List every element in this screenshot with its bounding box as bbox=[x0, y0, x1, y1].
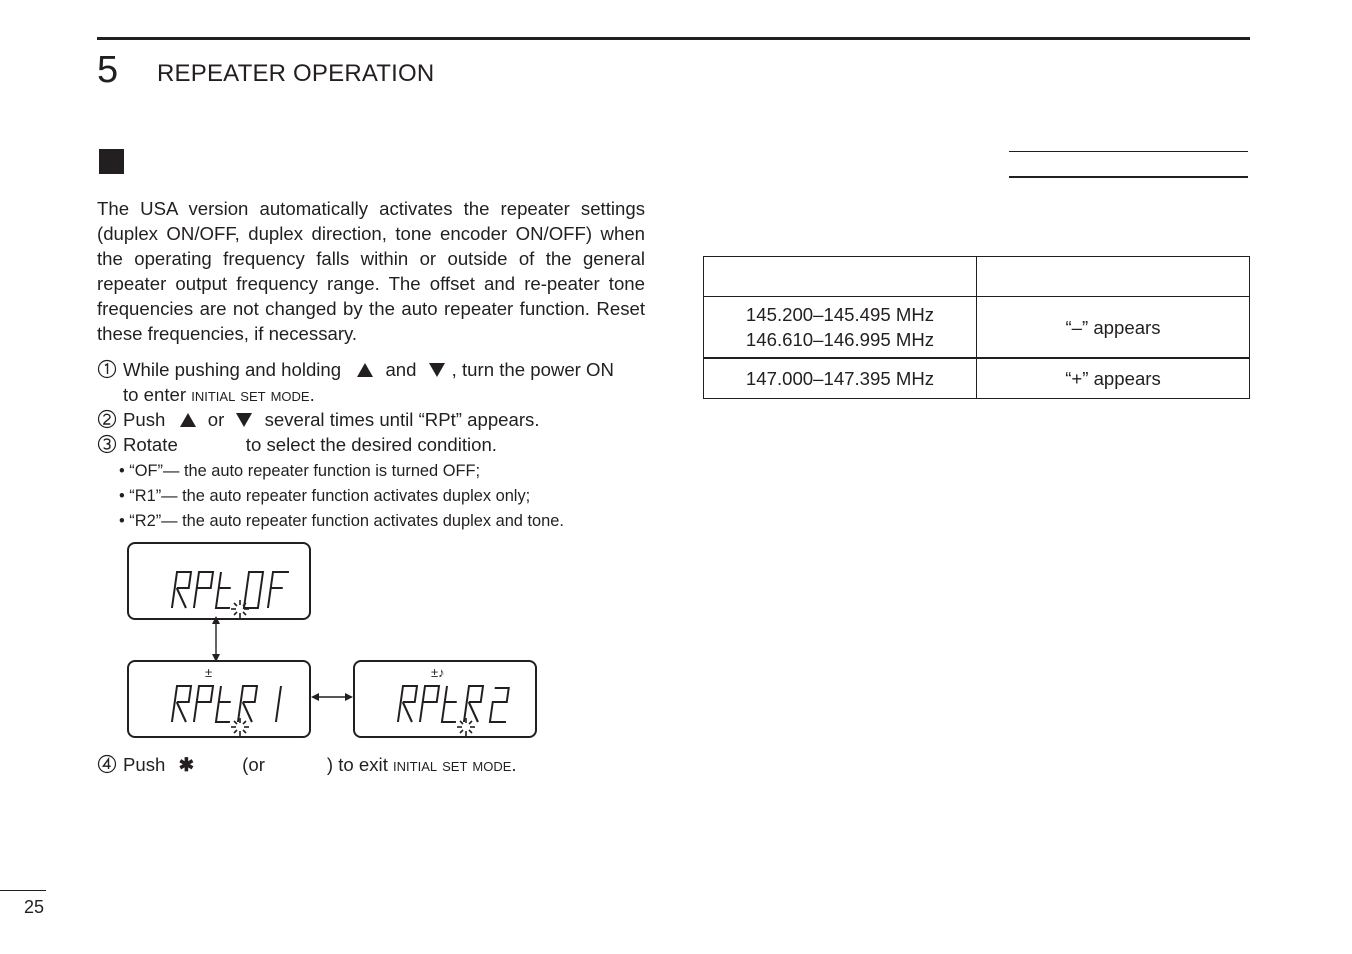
circled-3-icon bbox=[97, 434, 117, 454]
circled-2-icon bbox=[97, 409, 117, 429]
top-rule bbox=[97, 37, 1250, 40]
step-number bbox=[97, 357, 123, 382]
step-text: . bbox=[309, 384, 315, 405]
option-code: • “R1”— bbox=[119, 487, 178, 505]
asterisk-key-icon: ✱ bbox=[178, 754, 195, 775]
step-text: Push bbox=[123, 754, 166, 775]
frequency-range: 145.200–145.495 MHz bbox=[745, 304, 935, 325]
step-number bbox=[97, 407, 123, 432]
table-row bbox=[704, 297, 1250, 359]
step-text: to select the desired condition. bbox=[245, 434, 497, 455]
indicator-cell: “+” appears bbox=[977, 358, 1250, 399]
lcd-display-rpt-r1 bbox=[127, 660, 311, 738]
option-description: the auto repeater function activates duplex only; bbox=[182, 487, 531, 505]
step-3 bbox=[97, 432, 497, 457]
duplex-indicator: ± bbox=[205, 665, 213, 680]
step-text: Push bbox=[123, 409, 166, 430]
mode-name: initial set mode bbox=[393, 755, 512, 775]
circled-1-icon bbox=[97, 359, 117, 379]
step-text: . bbox=[511, 754, 517, 775]
step-text: (or bbox=[242, 754, 265, 775]
frequency-range-table bbox=[703, 256, 1250, 399]
lcd-segments-rpt-r2 bbox=[355, 662, 539, 740]
option-description: the auto repeater function activates duplex and tone. bbox=[182, 512, 564, 530]
step-text: Rotate bbox=[123, 434, 178, 455]
chapter-number: 5 bbox=[97, 49, 119, 91]
step-number bbox=[97, 432, 123, 457]
option-code: • “R2”— bbox=[119, 512, 178, 530]
up-arrow-key-icon bbox=[179, 409, 197, 434]
vertical-double-arrow-icon bbox=[207, 616, 225, 662]
right-rule bbox=[1009, 176, 1248, 178]
option-code: • “OF”— bbox=[119, 462, 180, 480]
option-description: the auto repeater function is turned OFF; bbox=[183, 462, 481, 480]
step-text: While pushing and holding bbox=[123, 359, 342, 380]
option-r2 bbox=[119, 510, 564, 532]
option-r1 bbox=[119, 485, 530, 507]
section-marker bbox=[99, 149, 124, 174]
table-header-cell bbox=[704, 257, 977, 297]
frequency-range: 146.610–146.995 MHz bbox=[745, 329, 935, 350]
down-arrow-key-icon bbox=[428, 359, 446, 384]
tone-indicator: ±♪ bbox=[431, 665, 445, 680]
option-of bbox=[119, 460, 480, 482]
step-2 bbox=[97, 407, 540, 434]
step-text: , turn the power ON bbox=[451, 359, 614, 380]
frequency-range-cell: 147.000–147.395 MHz bbox=[704, 358, 977, 399]
right-rule bbox=[1009, 151, 1248, 152]
step-text: ) to exit bbox=[326, 754, 388, 775]
mode-name: initial set mode bbox=[191, 385, 310, 405]
step-4 bbox=[97, 752, 517, 778]
step-1-continued bbox=[123, 382, 315, 408]
step-text: several times until “RPt” appears. bbox=[264, 409, 540, 430]
dial-blink-icon bbox=[231, 718, 249, 736]
step-number bbox=[97, 752, 123, 777]
indicator-cell: “–” appears bbox=[977, 297, 1250, 359]
frequency-range-cell bbox=[704, 297, 977, 359]
intro-paragraph: The USA version automatically activates the repeater settings (duplex ON/OFF, duplex direction, tone encoder ON/OFF) when the operating frequency falls within or outside of the general repeater output frequency range. The offset and re-peater tone frequencies are not changed by the auto repeater function. Reset these frequencies, if necessary. bbox=[97, 198, 645, 344]
circled-4-icon bbox=[97, 754, 117, 774]
step-text: or bbox=[207, 409, 225, 430]
step-1 bbox=[97, 357, 614, 384]
down-arrow-key-icon bbox=[235, 409, 253, 434]
lcd-display-rpt-r2 bbox=[353, 660, 537, 738]
table-header-row bbox=[704, 257, 1250, 297]
table-row bbox=[704, 358, 1250, 399]
dial-blink-icon bbox=[231, 600, 249, 618]
page-number-rule bbox=[0, 890, 46, 891]
table-header-cell bbox=[977, 257, 1250, 297]
horizontal-double-arrow-icon bbox=[311, 689, 353, 705]
up-arrow-key-icon bbox=[356, 359, 374, 384]
chapter-title: REPEATER OPERATION bbox=[157, 60, 435, 87]
dial-blink-icon bbox=[457, 718, 475, 736]
step-text: to enter bbox=[123, 384, 187, 405]
step-text: and bbox=[385, 359, 417, 380]
page-number: 25 bbox=[24, 897, 45, 917]
lcd-display-rpt-of bbox=[127, 542, 311, 620]
lcd-segments-rpt-r1 bbox=[129, 662, 313, 740]
lcd-segments-rpt-of bbox=[129, 544, 313, 622]
